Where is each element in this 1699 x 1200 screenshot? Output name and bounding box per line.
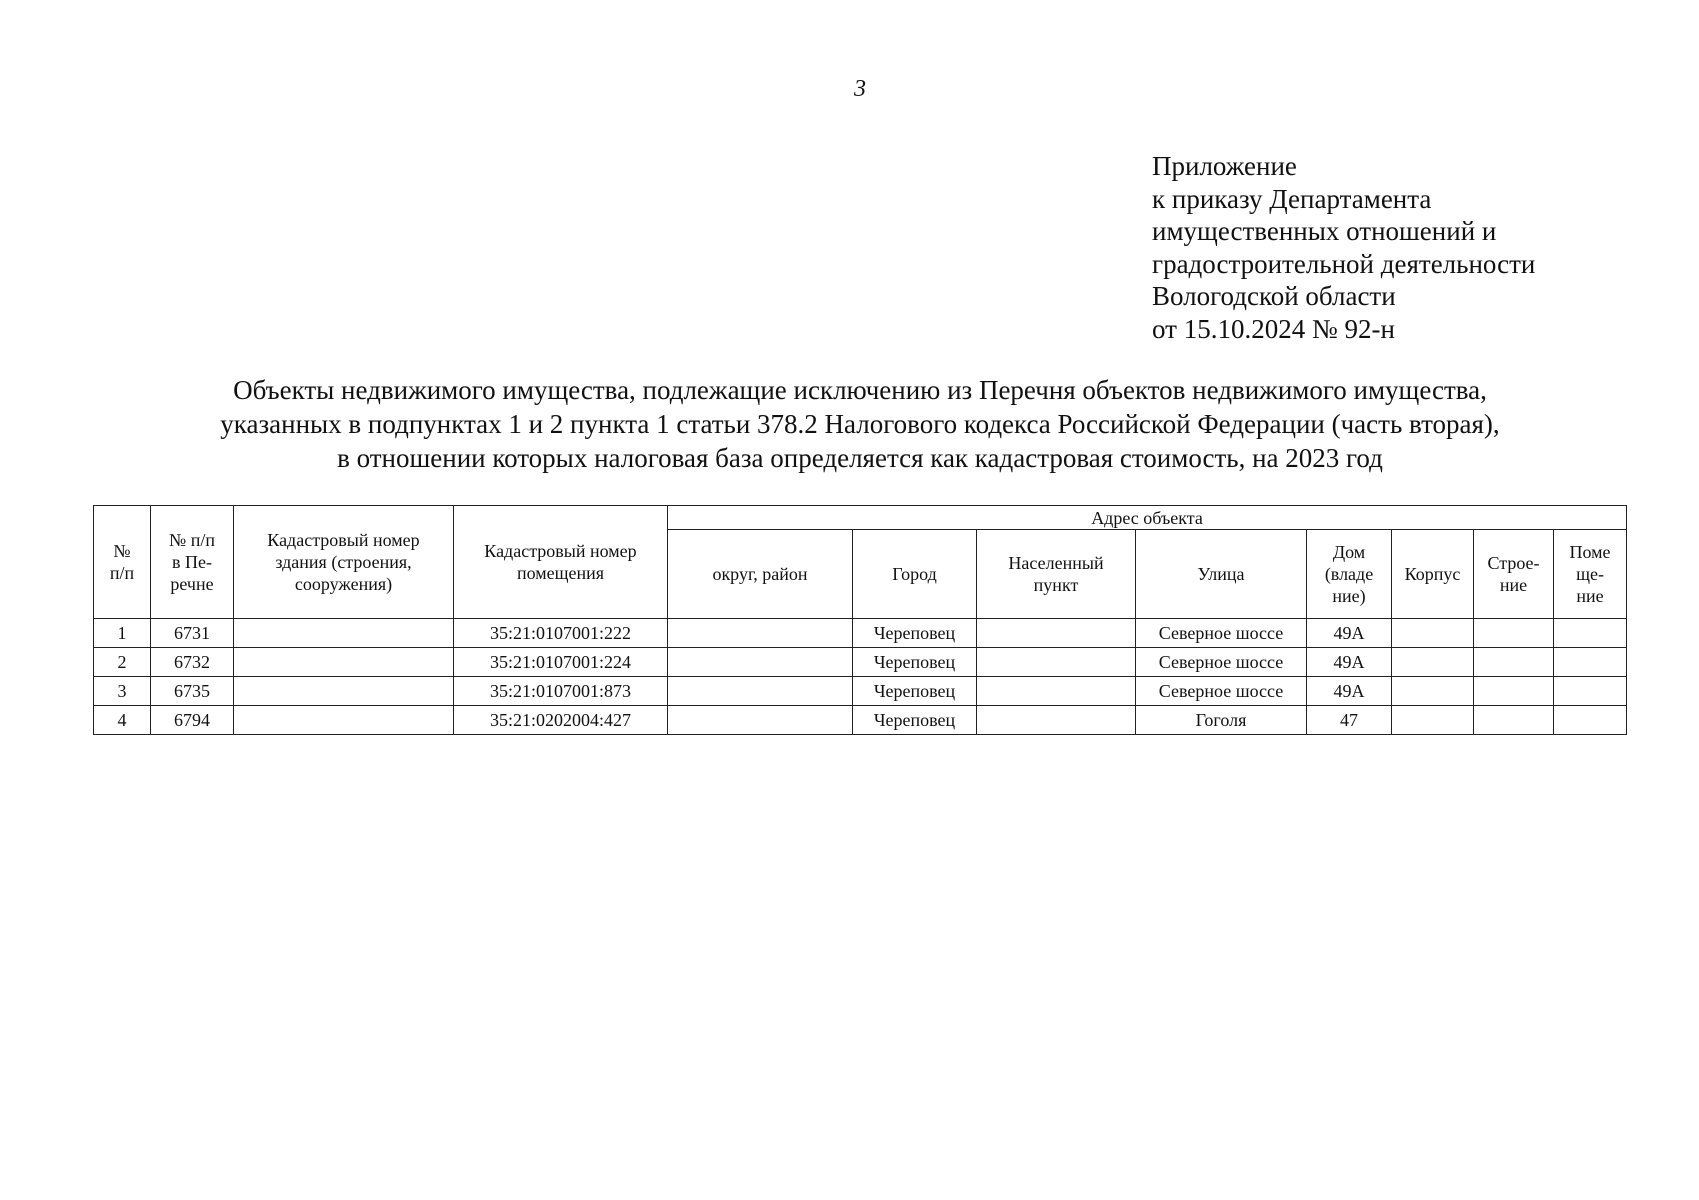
cell-building-cadastral [234,648,454,677]
cell-list-num: 6735 [151,677,234,706]
header-city: Город [853,530,977,619]
cell-settlement [977,706,1136,735]
cell-street: Северное шоссе [1136,619,1307,648]
cell-settlement [977,677,1136,706]
cell-num: 3 [94,677,151,706]
cell-street: Северное шоссе [1136,677,1307,706]
title-line: в отношении которых налоговая база определяется как кадастровая стоимость, на 2023 год [337,443,1383,473]
appendix-line: Вологодской области [1152,281,1396,311]
cell-house: 49А [1307,677,1392,706]
header-structure: Строе- ние [1474,530,1554,619]
cell-district [668,706,853,735]
cell-premises [1554,677,1627,706]
cell-num: 1 [94,619,151,648]
header-corpus: Корпус [1392,530,1474,619]
table-row [94,706,1627,735]
header-settlement: Населенный пункт [977,530,1136,619]
appendix-line: градостроительной деятельности [1152,248,1536,279]
cell-city: Череповец [853,619,977,648]
cell-room-cadastral: 35:21:0202004:427 [454,706,668,735]
header-district: округ, район [668,530,853,619]
cell-room-cadastral: 35:21:0107001:873 [454,677,668,706]
header-address-group: Адрес объекта [668,506,1627,530]
cell-street: Гоголя [1136,706,1307,735]
cell-city: Череповец [853,706,977,735]
cell-city: Череповец [853,648,977,677]
cell-corpus [1392,648,1474,677]
cell-district [668,619,853,648]
header-premises: Поме ще- ние [1554,530,1627,619]
table-row [94,648,1627,677]
cell-structure [1474,619,1554,648]
title-line: указанных в подпунктах 1 и 2 пункта 1 статьи 378.2 Налогового кодекса Российской Федерации (часть вторая), [220,409,1500,439]
cell-settlement [977,619,1136,648]
cell-building-cadastral [234,619,454,648]
cell-house: 49А [1307,648,1392,677]
title-line: Объекты недвижимого имущества, подлежащие исключению из Перечня объектов недвижимого имущества, [233,375,1487,405]
cell-building-cadastral [234,677,454,706]
cell-district [668,648,853,677]
cell-structure [1474,648,1554,677]
cell-room-cadastral: 35:21:0107001:224 [454,648,668,677]
cell-list-num: 6731 [151,619,234,648]
header-building-cadastral: Кадастровый номер здания (строения, сооружения) [234,506,454,619]
cell-structure [1474,677,1554,706]
cell-house: 47 [1307,706,1392,735]
appendix-line: Приложение [1152,151,1297,181]
cell-list-num: 6794 [151,706,234,735]
table-row [94,619,1627,648]
cell-settlement [977,648,1136,677]
header-num: № п/п [94,506,151,619]
cell-street: Северное шоссе [1136,648,1307,677]
cell-premises [1554,619,1627,648]
cell-room-cadastral: 35:21:0107001:222 [454,619,668,648]
cell-building-cadastral [234,706,454,735]
cell-premises [1554,648,1627,677]
cell-corpus [1392,619,1474,648]
header-room-cadastral: Кадастровый номер помещения [454,506,668,619]
cell-structure [1474,706,1554,735]
objects-table [93,505,1627,735]
cell-list-num: 6732 [151,648,234,677]
cell-num: 2 [94,648,151,677]
cell-corpus [1392,677,1474,706]
appendix-block [1152,150,1535,345]
cell-district [668,677,853,706]
header-street: Улица [1136,530,1307,619]
document-title [60,373,1660,475]
header-house: Дом (владе ние) [1307,530,1392,619]
appendix-line: имущественных отношений и [1152,216,1497,246]
appendix-line: от 15.10.2024 № 92-н [1152,313,1395,344]
table-row [94,677,1627,706]
cell-premises [1554,706,1627,735]
appendix-line: к приказу Департамента [1152,183,1432,214]
page-number: 3 [854,76,866,102]
cell-num: 4 [94,706,151,735]
cell-city: Череповец [853,677,977,706]
header-list-num: № п/п в Пе- речне [151,506,234,619]
cell-corpus [1392,706,1474,735]
cell-house: 49А [1307,619,1392,648]
